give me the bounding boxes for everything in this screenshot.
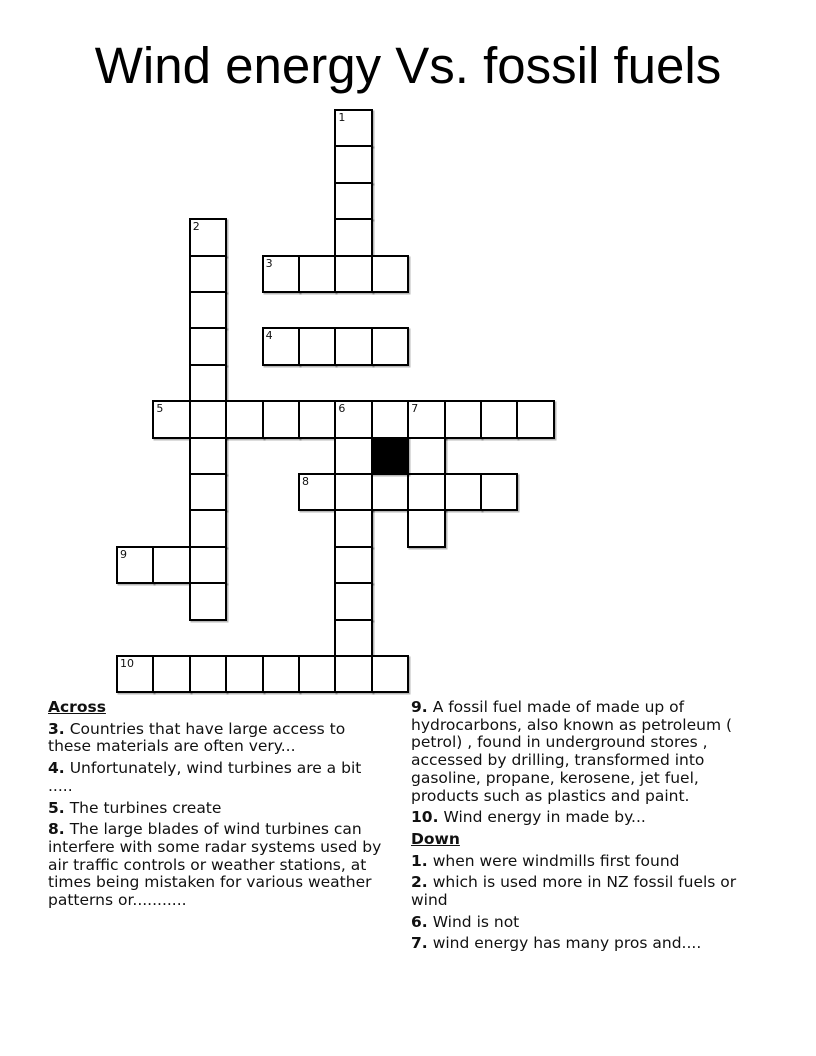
grid-cell-r4c5[interactable] xyxy=(298,255,336,293)
clue-down-6 xyxy=(411,914,756,932)
grid-cell-r10c7[interactable] xyxy=(371,473,409,511)
clue-text: which is used more in NZ fossil fuels or wind xyxy=(411,873,737,910)
grid-cell-r6c7[interactable] xyxy=(371,327,409,365)
clue-text: wind energy has many pros and.... xyxy=(432,934,702,953)
grid-cell-r8c3[interactable] xyxy=(225,400,263,438)
grid-cell-r8c9[interactable] xyxy=(444,400,482,438)
grid-cell-r9c8[interactable] xyxy=(407,437,445,475)
grid-cell-r15c5[interactable] xyxy=(298,655,336,693)
clue-text: when were windmills first found xyxy=(432,851,680,870)
grid-cell-r12c1[interactable] xyxy=(152,546,190,584)
grid-cell-r1c6[interactable] xyxy=(334,145,372,183)
grid-cell-r10c9[interactable] xyxy=(444,473,482,511)
crossword-grid xyxy=(117,110,555,694)
cell-number-2: 2 xyxy=(192,220,200,234)
clue-across-8 xyxy=(48,821,385,910)
clues-column-left xyxy=(48,699,385,914)
clue-down-2 xyxy=(411,874,756,909)
grid-cell-r13c2[interactable] xyxy=(189,582,227,620)
across-header: Across xyxy=(48,698,106,716)
clue-across-5 xyxy=(48,800,385,818)
clue-across-9 xyxy=(411,699,756,805)
grid-cell-r6c6[interactable] xyxy=(334,327,372,365)
puzzle-title: Wind energy Vs. fossil fuels xyxy=(94,37,722,94)
grid-cell-r10c8[interactable] xyxy=(407,473,445,511)
grid-cell-r8c2[interactable] xyxy=(189,400,227,438)
grid-cell-r3c2[interactable] xyxy=(189,218,227,256)
grid-cell-r6c2[interactable] xyxy=(189,327,227,365)
clue-number: 1. xyxy=(411,851,428,870)
clues-column-right xyxy=(411,699,756,957)
clue-text: Wind energy in made by... xyxy=(443,808,646,827)
grid-cell-r4c6[interactable] xyxy=(334,255,372,293)
grid-cell-r10c6[interactable] xyxy=(334,473,372,511)
grid-cell-r11c6[interactable] xyxy=(334,509,372,547)
grid-cell-r15c1[interactable] xyxy=(152,655,190,693)
cell-number-9: 9 xyxy=(120,547,127,561)
cell-number-6: 6 xyxy=(338,402,346,416)
clue-text: The turbines create xyxy=(69,798,222,817)
grid-cell-r9c6[interactable] xyxy=(334,437,372,475)
grid-cell-r11c2[interactable] xyxy=(189,509,227,547)
grid-cell-r11c8[interactable] xyxy=(407,509,445,547)
grid-cell-r15c3[interactable] xyxy=(225,655,263,693)
clue-number: 3. xyxy=(48,719,65,738)
clue-number: 7. xyxy=(411,934,428,953)
clue-across-10 xyxy=(411,809,756,827)
grid-cell-r12c6[interactable] xyxy=(334,546,372,584)
grid-cell-r4c4[interactable] xyxy=(262,255,300,293)
cell-number-10: 10 xyxy=(120,657,134,670)
grid-cell-r12c2[interactable] xyxy=(189,546,227,584)
grid-cell-r15c6[interactable] xyxy=(334,655,372,693)
clue-text: The large blades of wind turbines can interfere with some radar systems used by air traffic controls or weather stations, at times being mistaken for various weather patterns or........... xyxy=(48,820,382,910)
grid-cell-r8c5[interactable] xyxy=(298,400,336,438)
clue-number: 6. xyxy=(411,912,428,931)
clue-text: A fossil fuel made of made up of hydrocarbons, also known as petroleum ( petrol) , found in underground stores , accessed by drilling, transformed into gasoline, propane, kerosene, jet fuel, products such as plastics and paint. xyxy=(411,698,733,805)
grid-cell-r8c7[interactable] xyxy=(371,400,409,438)
grid-cell-r8c10[interactable] xyxy=(480,400,518,438)
clue-number: 8. xyxy=(48,820,65,839)
grid-cell-r8c8[interactable] xyxy=(407,400,445,438)
grid-cell-r6c5[interactable] xyxy=(298,327,336,365)
clue-across-3 xyxy=(48,721,385,756)
grid-cell-r15c0[interactable] xyxy=(116,655,154,693)
grid-cell-r12c0[interactable] xyxy=(116,546,154,584)
clue-text: Wind is not xyxy=(432,912,520,931)
grid-cell-r15c2[interactable] xyxy=(189,655,227,693)
grid-cell-r8c6[interactable] xyxy=(334,400,372,438)
cell-number-3: 3 xyxy=(265,256,273,270)
black-cell xyxy=(371,437,409,475)
grid-cell-r15c4[interactable] xyxy=(262,655,300,693)
clue-number: 2. xyxy=(411,873,428,892)
grid-cell-r8c4[interactable] xyxy=(262,400,300,438)
grid-cell-r4c2[interactable] xyxy=(189,255,227,293)
clue-number: 10. xyxy=(411,808,439,827)
cell-number-5: 5 xyxy=(156,402,164,416)
grid-cell-r2c6[interactable] xyxy=(334,182,372,220)
grid-cell-r7c2[interactable] xyxy=(189,364,227,402)
clue-text: Unfortunately, wind turbines are a bit ..... xyxy=(48,759,362,795)
cell-number-4: 4 xyxy=(265,329,273,343)
grid-cell-r13c6[interactable] xyxy=(334,582,372,620)
clue-across-4 xyxy=(48,760,385,795)
down-header: Down xyxy=(411,829,460,848)
grid-cell-r8c11[interactable] xyxy=(516,400,554,438)
grid-cell-r5c2[interactable] xyxy=(189,291,227,329)
grid-cell-r9c2[interactable] xyxy=(189,437,227,475)
grid-cell-r10c2[interactable] xyxy=(189,473,227,511)
clue-number: 9. xyxy=(411,698,428,716)
clue-down-7 xyxy=(411,935,756,953)
cell-number-7: 7 xyxy=(411,402,419,416)
grid-cell-r6c4[interactable] xyxy=(262,327,300,365)
clue-number: 5. xyxy=(48,798,65,817)
grid-cell-r10c10[interactable] xyxy=(480,473,518,511)
grid-cell-r0c6[interactable] xyxy=(334,109,372,147)
grid-cell-r4c7[interactable] xyxy=(371,255,409,293)
clue-down-1 xyxy=(411,853,756,871)
grid-cell-r15c7[interactable] xyxy=(371,655,409,693)
grid-cell-r14c6[interactable] xyxy=(334,619,372,657)
cell-number-8: 8 xyxy=(302,475,309,488)
clue-number: 4. xyxy=(48,759,65,778)
clue-text: Countries that have large access to these materials are often very... xyxy=(48,719,346,756)
grid-cell-r3c6[interactable] xyxy=(334,218,372,256)
grid-cell-r8c1[interactable] xyxy=(152,400,190,438)
cell-number-1: 1 xyxy=(338,111,346,124)
grid-cell-r10c5[interactable] xyxy=(298,473,336,511)
